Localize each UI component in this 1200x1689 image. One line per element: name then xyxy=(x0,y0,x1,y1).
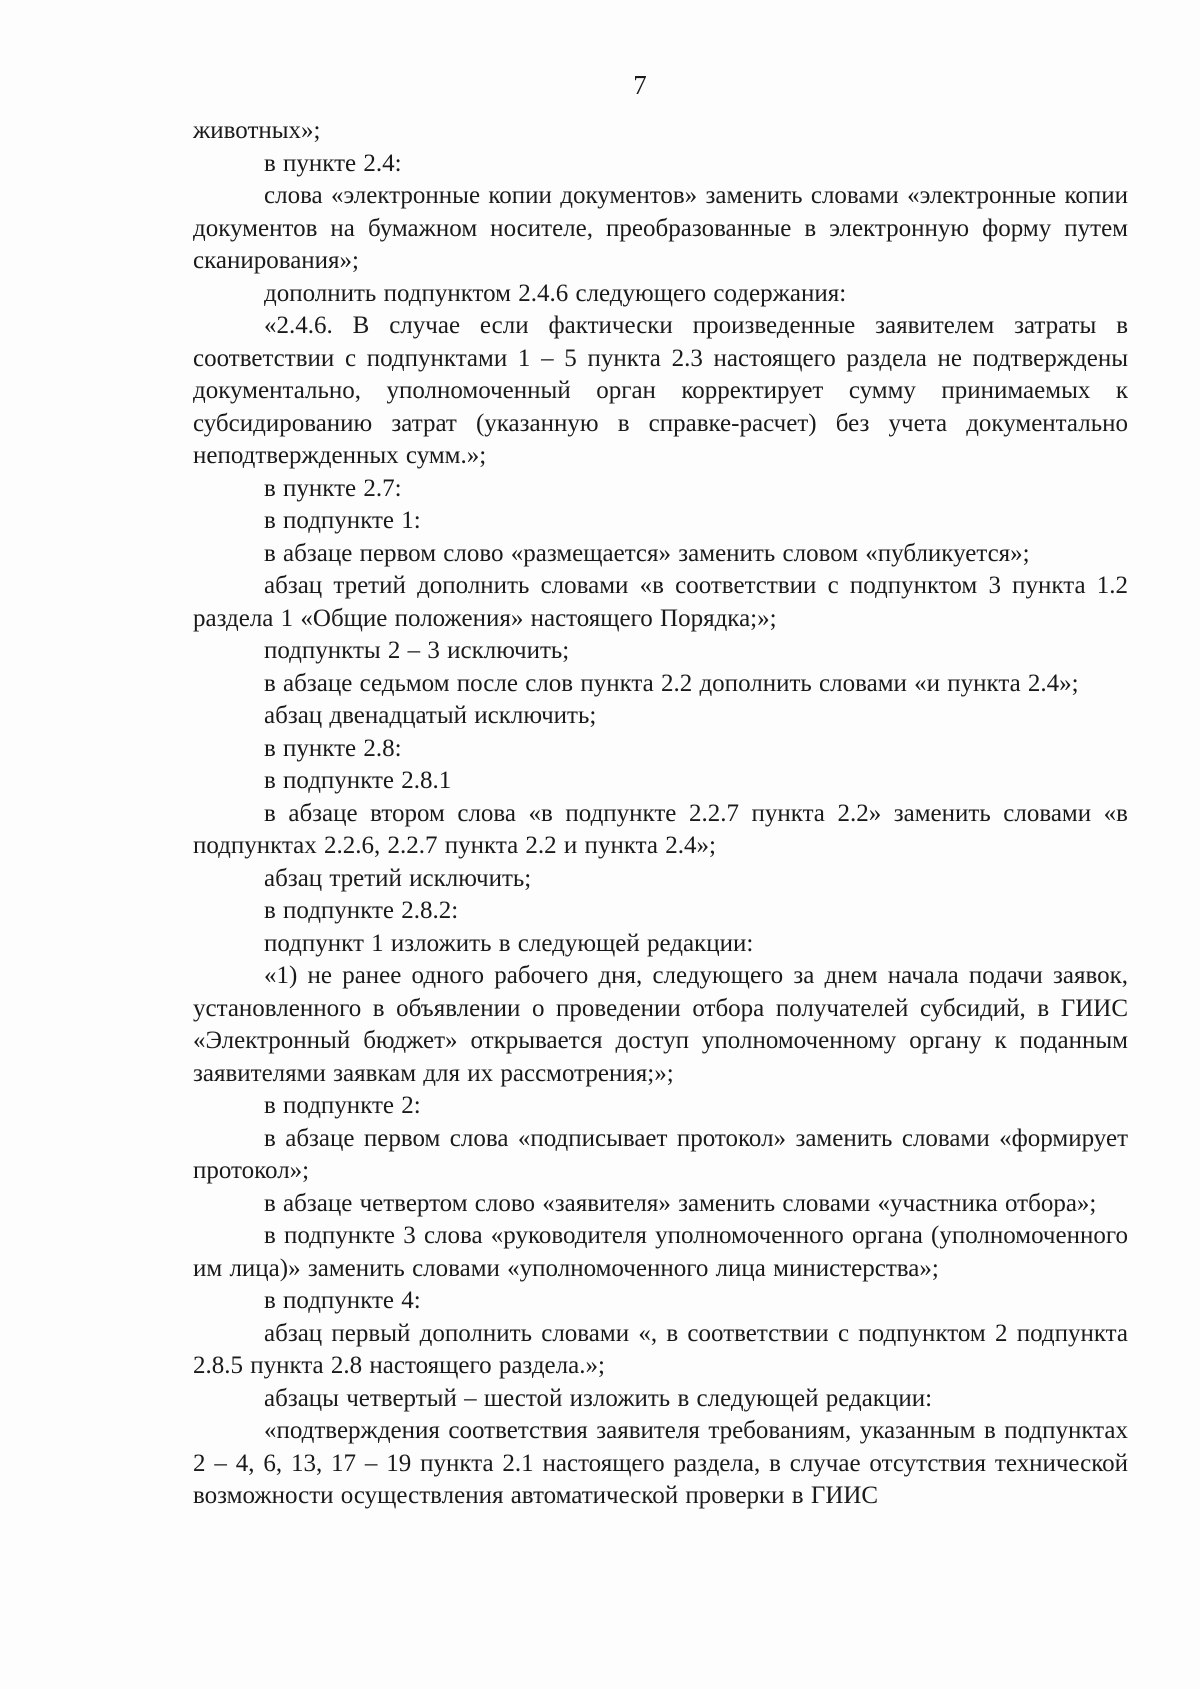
paragraph: в абзаце первом слово «размещается» заменить словом «публикуется»; xyxy=(264,539,1030,567)
paragraph: в подпункте 2.8.1 xyxy=(264,767,452,794)
paragraph: в подпункте 3 слова «руководителя уполномоченного органа (уполномоченного им лица)» заменить словами «уполномоченного лица министерства»; xyxy=(193,1222,1128,1282)
paragraph: в пункте 2.7: xyxy=(264,474,402,502)
paragraph: в пункте 2.8: xyxy=(264,734,402,762)
document-body xyxy=(193,115,1128,1513)
paragraph: в абзаце первом слова «подписывает протокол» заменить словами «формирует протокол»; xyxy=(193,1124,1128,1184)
paragraph: в абзаце втором слова «в подпункте 2.2.7 пункта 2.2» заменить словами «в подпунктах 2.2.6, 2.2.7 пункта 2.2 и пункта 2.4»; xyxy=(193,799,1128,859)
paragraph: подпункты 2 – 3 исключить; xyxy=(264,637,570,664)
paragraph: слова «электронные копии документов» заменить словами «электронные копии документов на бумажном носителе, преобразованные в электронную форму путем сканирования»; xyxy=(193,182,1128,274)
paragraph: в подпункте 1: xyxy=(264,507,421,534)
paragraph: абзац третий исключить; xyxy=(264,864,532,892)
paragraph: абзацы четвертый – шестой изложить в следующей редакции: xyxy=(264,1384,933,1412)
paragraph: в подпункте 4: xyxy=(264,1287,421,1314)
paragraph: дополнить подпунктом 2.4.6 следующего содержания: xyxy=(264,279,847,307)
paragraph: животных»; xyxy=(193,117,321,144)
paragraph: абзац третий дополнить словами «в соответствии с подпунктом 3 пункта 1.2 раздела 1 «Общие положения» настоящего Порядка;»; xyxy=(193,572,1128,632)
paragraph: в подпункте 2: xyxy=(264,1092,421,1119)
paragraph: «подтверждения соответствия заявителя требованиям, указанным в подпунктах 2 – 4, 6, 13, 17 – 19 пункта 2.1 настоящего раздела, в случае отсутствия технической возможности осуществления автоматической проверки в ГИИС xyxy=(193,1417,1128,1509)
paragraph: в подпункте 2.8.2: xyxy=(264,897,459,924)
paragraph: в пункте 2.4: xyxy=(264,149,402,177)
paragraph: в абзаце четвертом слово «заявителя» заменить словами «участника отбора»; xyxy=(264,1189,1097,1217)
paragraph: «2.4.6. В случае если фактически произведенные заявителем затраты в соответствии с подпунктами 1 – 5 пункта 2.3 настоящего раздела не подтверждены документально, уполномоченный орган корректирует сумму принимаемых к субсидированию затрат (указанную в справке-расчет) без учета документально неподтвержденных сумм.»; xyxy=(193,312,1128,469)
page-number: 7 xyxy=(633,70,647,100)
paragraph: абзац двенадцатый исключить; xyxy=(264,702,597,729)
paragraph: абзац первый дополнить словами «, в соответствии с подпунктом 2 подпункта 2.8.5 пункта 2.8 настоящего раздела.»; xyxy=(193,1319,1128,1379)
paragraph: в абзаце седьмом после слов пункта 2.2 дополнить словами «и пункта 2.4»; xyxy=(264,669,1079,697)
paragraph: подпункт 1 изложить в следующей редакции: xyxy=(264,929,754,957)
paragraph: «1) не ранее одного рабочего дня, следующего за днем начала подачи заявок, установленного в объявлении о проведении отбора получателей субсидий, в ГИИС «Электронный бюджет» открывается доступ уполномоченному органу к поданным заявителями заявкам для их рассмотрения;»; xyxy=(193,962,1128,1087)
